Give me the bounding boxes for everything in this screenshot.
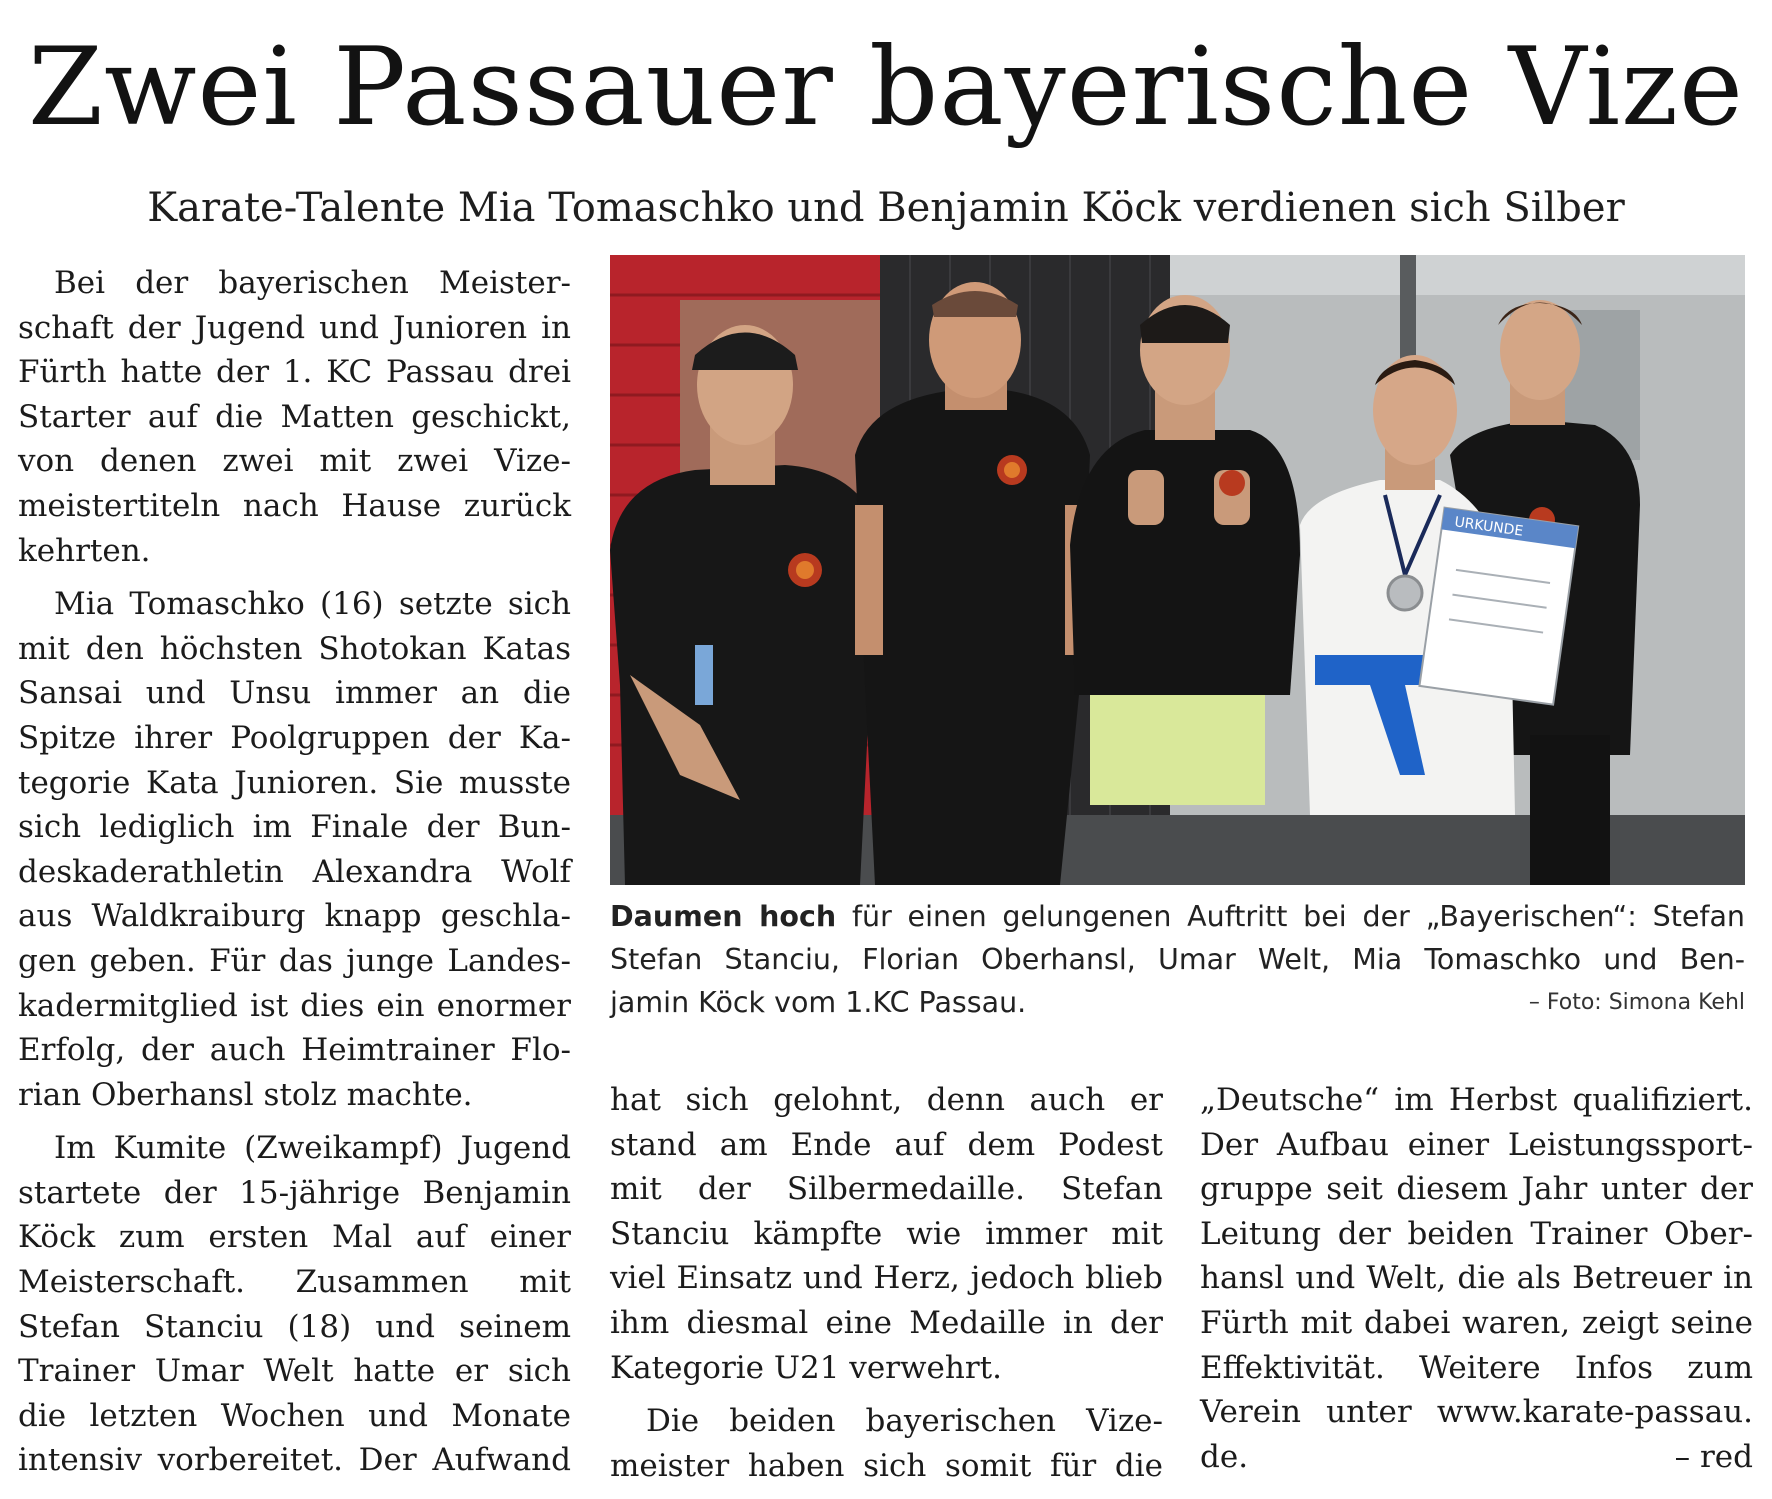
text-line: Stanciu kämpfte wie immer mit [610, 1215, 1163, 1252]
text-line: Erfolg, der auch Heimtrainer Flo- [18, 1032, 571, 1069]
text-line: startete der 15-jährige Benjamin [18, 1174, 571, 1211]
text-line: kehrten. [18, 532, 151, 569]
headline: Zwei Passauer bayerische Vize [28, 25, 1744, 150]
text-line: hat sich gelohnt, denn auch er [610, 1082, 1163, 1118]
caption-line-3 [610, 981, 1745, 1024]
text-line: Starter auf die Matten geschickt, [18, 398, 571, 435]
text-line: die letzten Wochen und Monate [18, 1397, 571, 1434]
final-line [1200, 1435, 1753, 1480]
text-line: de. [1200, 1438, 1249, 1475]
text-line: Sansai und Unsu immer an die [18, 675, 571, 712]
text-line: gruppe seit diesem Jahr unter der [1200, 1171, 1753, 1208]
photo-caption [610, 895, 1745, 1024]
text-line: Im Kumite (Zweikampf) Jugend [54, 1130, 571, 1167]
photo-credit: – Foto: Simona Kehl [1528, 990, 1745, 1015]
text-line: Effektivität. Weitere Infos zum [1200, 1349, 1753, 1386]
text-line: ihm diesmal eine Medaille in der [610, 1304, 1163, 1341]
text-line: Kategorie U21 verwehrt. [610, 1349, 1002, 1386]
text-line: Meisterschaft. Zusammen mit [18, 1264, 571, 1301]
text-line: mit der Silbermedaille. Stefan [610, 1171, 1163, 1208]
text-line: tegorie Kata Junioren. Sie musste [18, 764, 571, 801]
text-line: „Deutsche“ im Herbst qualifiziert. [1200, 1082, 1753, 1118]
subheadline: Karate-Talente Mia Tomaschko und Benjamin Köck verdienen sich Silber [147, 185, 1625, 231]
text-line: intensiv vorbereitet. Der Aufwand [18, 1442, 571, 1479]
team-photo [610, 255, 1745, 885]
text-line: hansl und Welt, die als Betreuer in [1200, 1260, 1753, 1297]
text-line: rian Oberhansl stolz machte. [18, 1076, 473, 1113]
text-line: schaft der Jugend und Junioren in [18, 309, 571, 346]
caption-line-2: Stefan Stanciu, Florian Oberhansl, Umar Welt, Mia Tomaschko und Ben- [610, 943, 1745, 976]
text-line: Leitung der beiden Trainer Ober- [1200, 1215, 1753, 1252]
text-line: meistertiteln nach Hause zurück [18, 487, 571, 524]
text-line: Die beiden bayerischen Vize- [646, 1403, 1163, 1440]
team-photo-illustration [610, 255, 1745, 885]
text-line: Spitze ihrer Poolgruppen der Ka- [18, 719, 571, 756]
text-line: sich lediglich im Finale der Bun- [18, 809, 571, 846]
text-line: meister haben sich somit für die [610, 1447, 1163, 1484]
caption-text: für einen gelungenen Auftritt bei der „Bayerischen“: Stefan [851, 900, 1745, 933]
text-line: Mia Tomaschko (16) setzte sich [54, 586, 571, 623]
text-line: mit den höchsten Shotokan Katas [18, 630, 571, 667]
certificate-text: URKUNDE [1453, 514, 1525, 540]
text-line: Fürth hatte der 1. KC Passau drei [18, 354, 571, 391]
text-line: Verein unter www.karate-passau. [1200, 1394, 1753, 1431]
text-line: von denen zwei mit zwei Vize- [18, 443, 571, 480]
text-line: Der Aufbau einer Leistungssport- [1200, 1126, 1753, 1163]
text-line: Fürth mit dabei waren, zeigt seine [1200, 1304, 1753, 1341]
text-line: aus Waldkraiburg knapp geschla- [18, 898, 571, 935]
caption-line-1 [610, 895, 1745, 938]
text-line: kadermitglied ist dies ein enormer [18, 987, 571, 1024]
article-column-1 [18, 261, 571, 1483]
text-line: Köck zum ersten Mal auf einer [18, 1219, 571, 1256]
text-line: stand am Ende auf dem Podest [610, 1126, 1163, 1163]
text-line: gen geben. Für das junge Landes- [18, 942, 571, 979]
text-line: Trainer Umar Welt hatte er sich [18, 1353, 571, 1390]
author-signature: – red [1674, 1438, 1753, 1475]
text-line: viel Einsatz und Herz, jedoch blieb [610, 1260, 1163, 1297]
caption-text: jamin Köck vom 1.KC Passau. [610, 986, 1027, 1019]
article-column-3 [1200, 1078, 1753, 1479]
article-column-2 [610, 1078, 1163, 1488]
text-line: deskaderathletin Alexandra Wolf [18, 853, 571, 890]
text-line: Bei der bayerischen Meister- [54, 265, 571, 301]
text-line: Stefan Stanciu (18) und seinem [18, 1308, 571, 1345]
caption-lead: Daumen hoch [610, 900, 837, 933]
